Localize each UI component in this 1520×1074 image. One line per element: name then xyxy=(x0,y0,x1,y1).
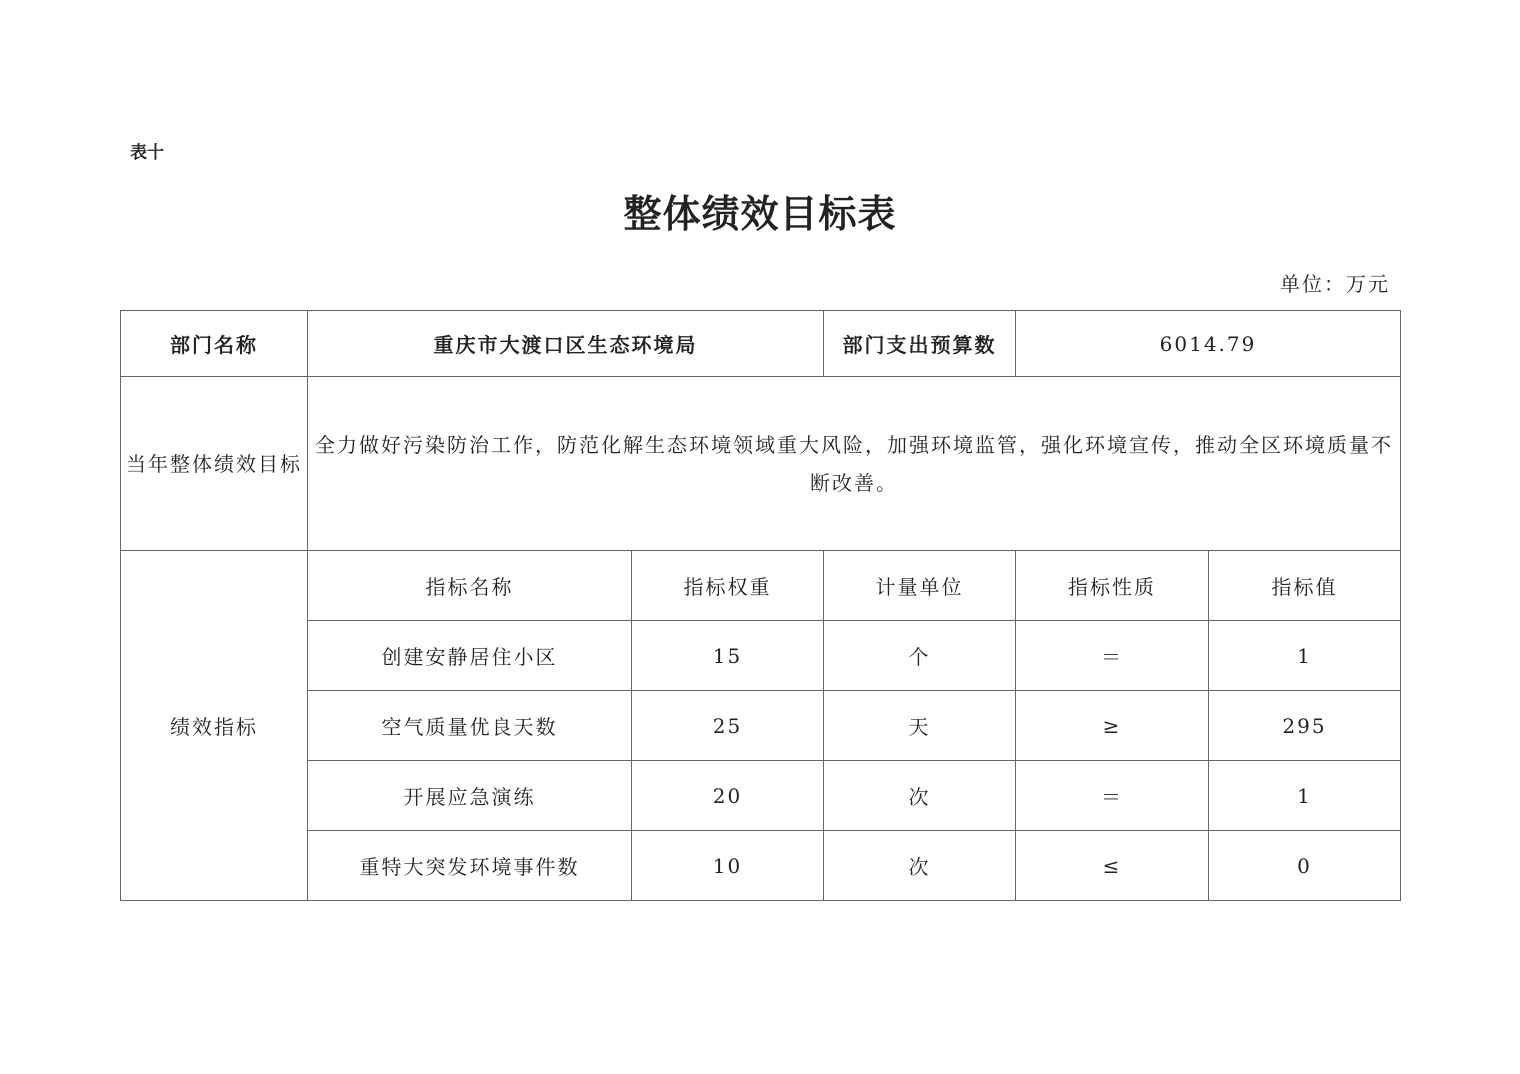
dept-info-row xyxy=(121,311,1401,377)
column-header: 指标值 xyxy=(1209,551,1401,621)
budget-value: 6014.79 xyxy=(1016,311,1401,377)
indicator-value: 1 xyxy=(1209,761,1401,831)
column-header: 指标名称 xyxy=(308,551,632,621)
indicator-name: 创建安静居住小区 xyxy=(308,621,632,691)
table-row xyxy=(121,621,1401,691)
indicator-name: 开展应急演练 xyxy=(308,761,632,831)
indicator-unit: 次 xyxy=(824,831,1016,901)
indicator-value: 295 xyxy=(1209,691,1401,761)
indicator-value: 1 xyxy=(1209,621,1401,691)
goal-row xyxy=(121,377,1401,551)
goal-text: 全力做好污染防治工作，防范化解生态环境领域重大风险，加强环境监管，强化环境宣传，推动全区环境质量不断改善。 xyxy=(308,377,1401,551)
column-header: 指标性质 xyxy=(1016,551,1209,621)
page-title: 整体绩效目标表 xyxy=(623,191,897,236)
indicator-weight: 20 xyxy=(632,761,824,831)
indicator-unit: 个 xyxy=(824,621,1016,691)
indicator-nature: ≥ xyxy=(1016,691,1209,761)
goal-label: 当年整体绩效目标 xyxy=(121,377,308,551)
table-row xyxy=(121,831,1401,901)
indicator-unit: 次 xyxy=(824,761,1016,831)
indicator-nature: ＝ xyxy=(1016,761,1209,831)
indicator-nature: ＝ xyxy=(1016,621,1209,691)
performance-table xyxy=(120,310,1401,901)
indicator-weight: 10 xyxy=(632,831,824,901)
column-header: 计量单位 xyxy=(824,551,1016,621)
table-row xyxy=(121,691,1401,761)
indicators-label: 绩效指标 xyxy=(121,551,308,901)
column-header: 指标权重 xyxy=(632,551,824,621)
indicator-weight: 25 xyxy=(632,691,824,761)
indicator-weight: 15 xyxy=(632,621,824,691)
indicator-unit: 天 xyxy=(824,691,1016,761)
dept-name-label: 部门名称 xyxy=(121,311,308,377)
indicator-nature: ≤ xyxy=(1016,831,1209,901)
indicator-value: 0 xyxy=(1209,831,1401,901)
indicator-header-row xyxy=(121,551,1401,621)
table-row xyxy=(121,761,1401,831)
table-number: 表十 xyxy=(130,143,164,163)
indicator-name: 重特大突发环境事件数 xyxy=(308,831,632,901)
unit-label: 单位：万元 xyxy=(1280,272,1390,296)
budget-label: 部门支出预算数 xyxy=(824,311,1016,377)
dept-name-value: 重庆市大渡口区生态环境局 xyxy=(308,311,824,377)
indicator-name: 空气质量优良天数 xyxy=(308,691,632,761)
